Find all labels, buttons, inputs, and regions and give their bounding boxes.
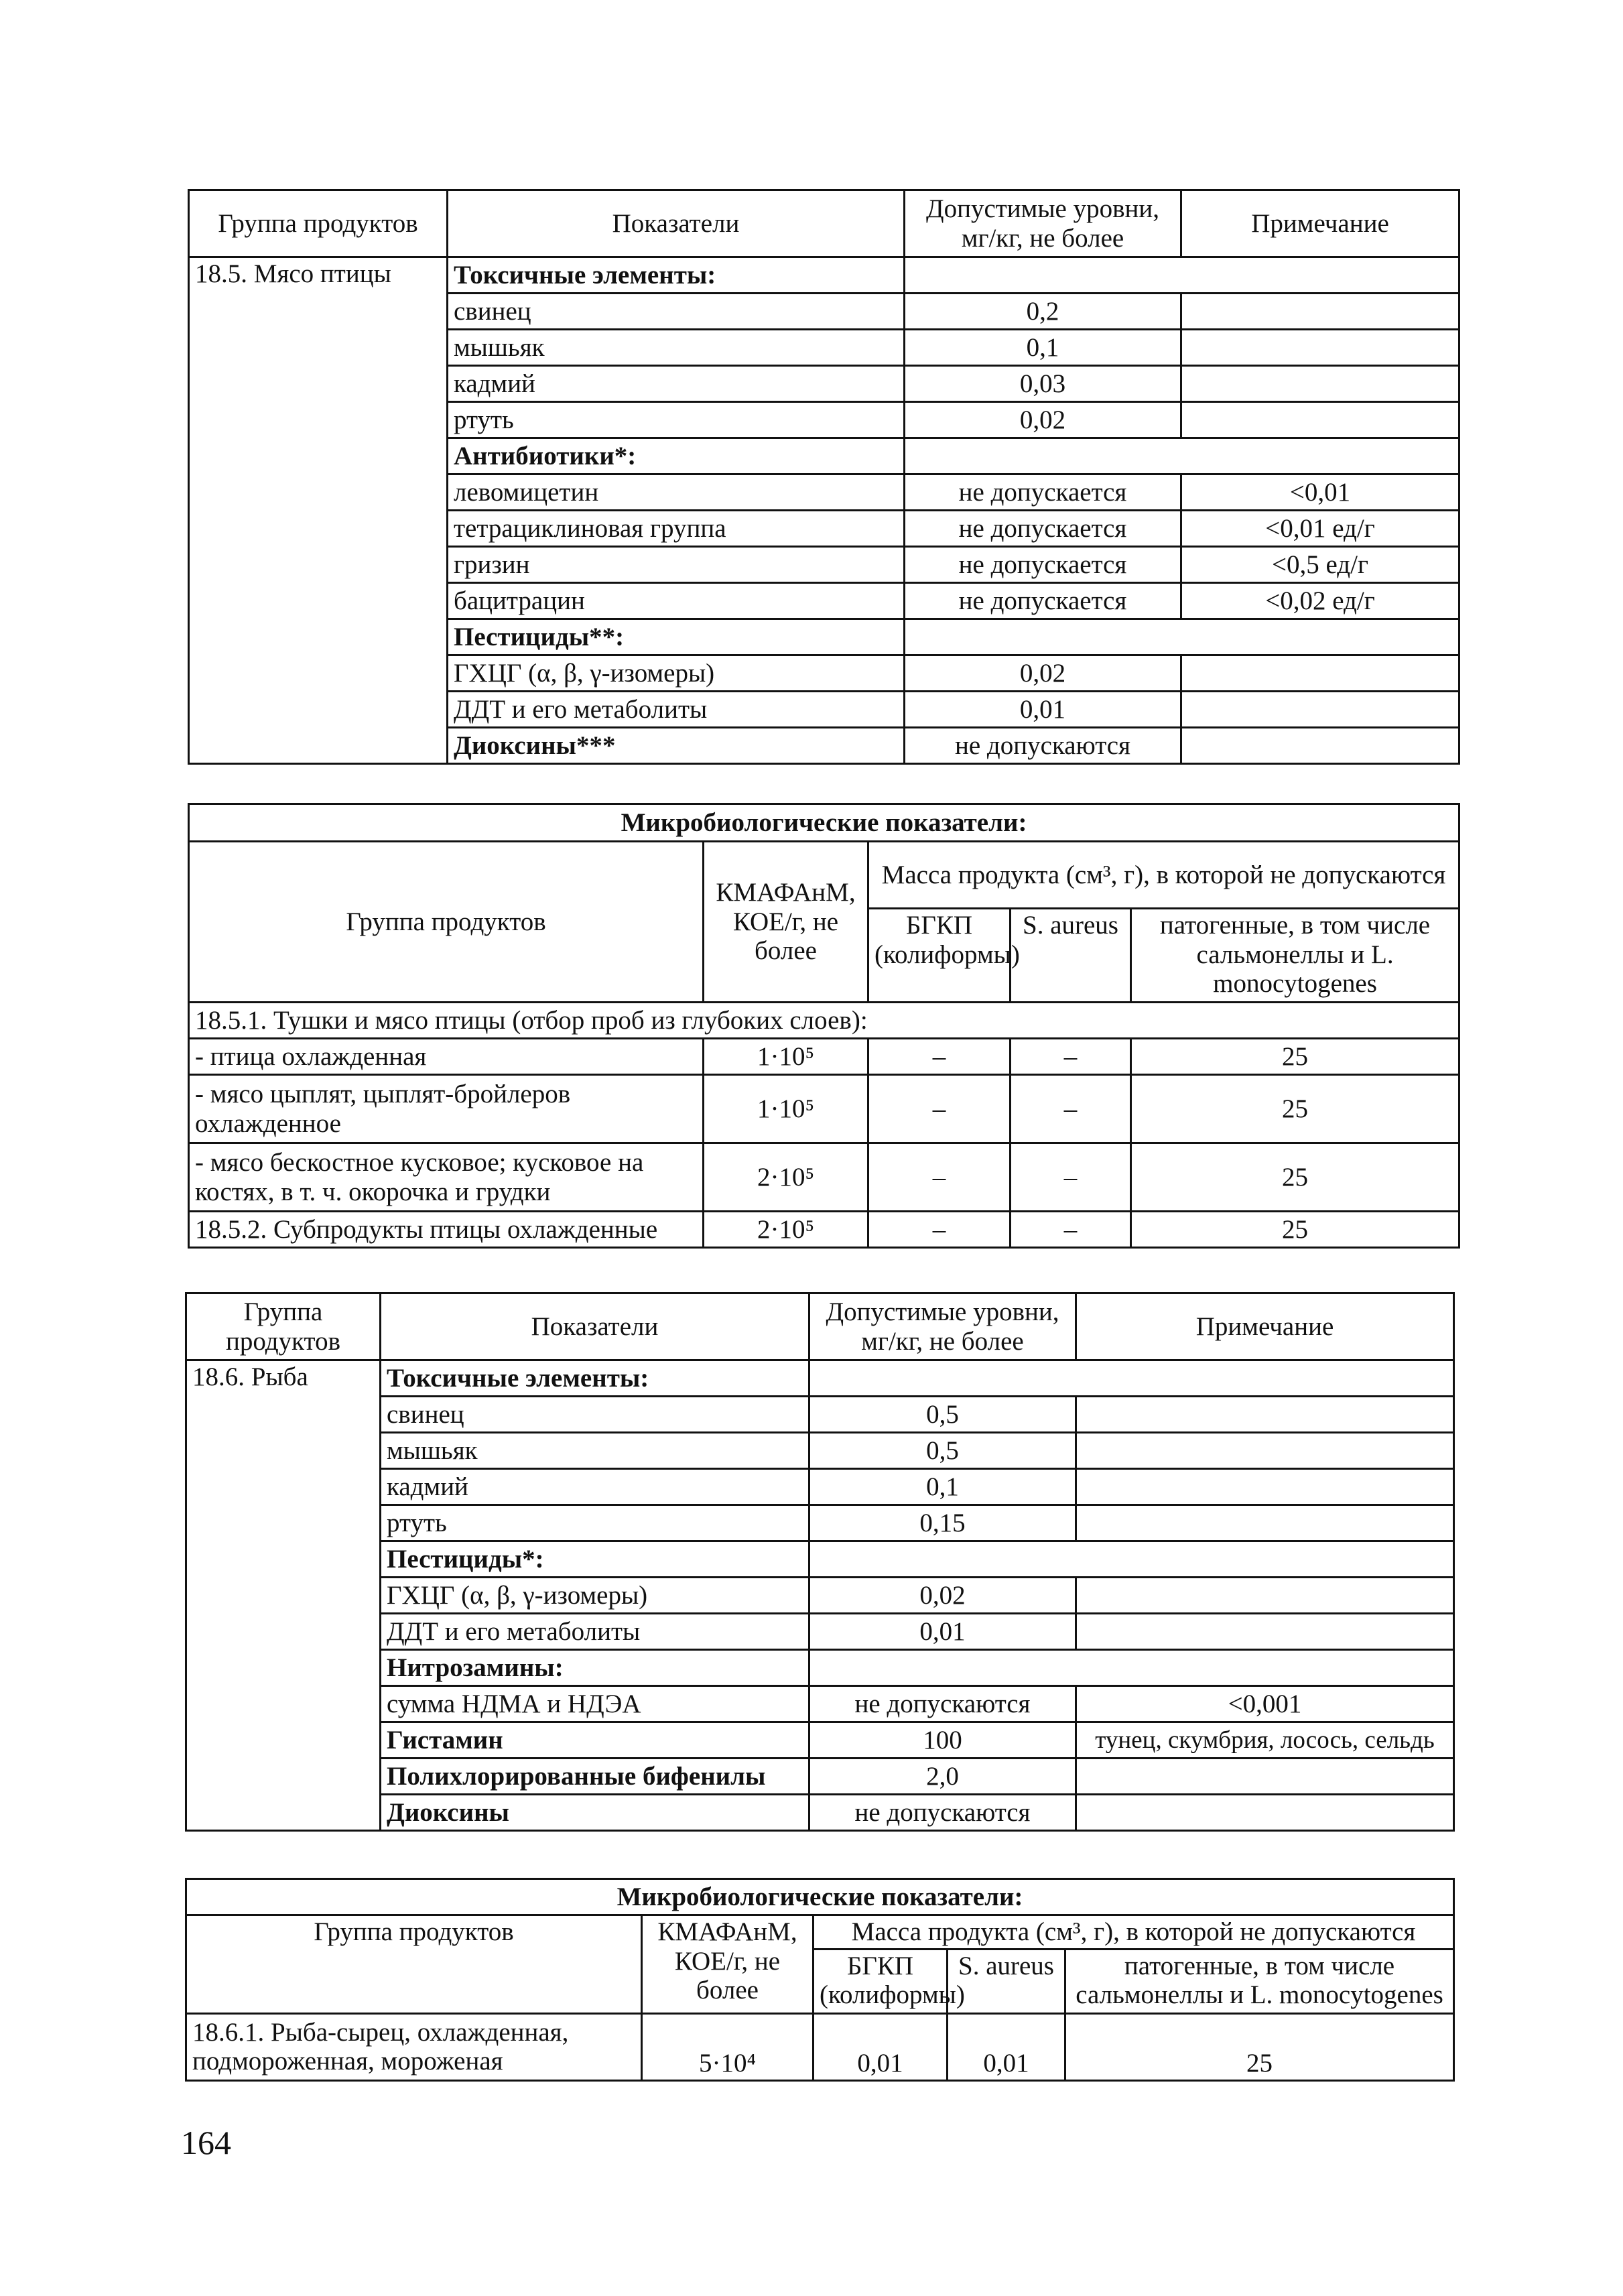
indicator-note: <0,01 ед/г <box>1181 511 1459 547</box>
table-fish-contaminants <box>185 1292 1455 1832</box>
product-name: - мясо цыплят, цыплят-бройлеров охлажденное <box>189 1075 704 1143</box>
pathogens-value: 25 <box>1065 2013 1454 2080</box>
product-name: - птица охлажденная <box>189 1039 704 1075</box>
indicator-note <box>1076 1578 1454 1614</box>
indicator-value: не допускаются <box>809 1795 1076 1831</box>
section-value <box>809 1360 1454 1397</box>
saureus-value: – <box>1011 1075 1131 1143</box>
header-kmafanm: КМАФАнМ, КОЕ/г, не более <box>704 842 868 1003</box>
section-value <box>905 438 1459 474</box>
header-saureus: S. aureus <box>1011 909 1131 1003</box>
pathogens-value: 25 <box>1131 1039 1459 1075</box>
micro-title: Микробиологические показатели: <box>186 1879 1454 1915</box>
table-poultry-microbiology <box>188 803 1460 1249</box>
indicator-value: 0,03 <box>905 366 1181 402</box>
header-mass: Масса продукта (см³, г), в которой не допускаются <box>868 842 1459 909</box>
indicator-note <box>1181 402 1459 438</box>
indicator-name: Полихлорированные бифенилы <box>381 1759 809 1795</box>
indicator-note: <0,02 ед/г <box>1181 583 1459 619</box>
indicator-value: не допускается <box>905 547 1181 583</box>
indicator-name: мышьяк <box>448 330 905 366</box>
indicator-value: не допускается <box>905 511 1181 547</box>
header-bgkp: БГКП (колиформы) <box>868 909 1011 1003</box>
section-label: Пестициды**: <box>448 619 905 655</box>
indicator-value: не допускаются <box>905 728 1181 764</box>
indicator-value: 0,01 <box>905 692 1181 728</box>
indicator-note <box>1181 330 1459 366</box>
indicator-value: не допускаются <box>809 1686 1076 1722</box>
section-value <box>905 619 1459 655</box>
header-indicators: Показатели <box>448 190 905 257</box>
header-group: Группа продуктов <box>186 1915 642 2014</box>
saureus-value: – <box>1011 1143 1131 1212</box>
section-value <box>905 257 1459 294</box>
indicator-note <box>1181 692 1459 728</box>
table-poultry-contaminants <box>188 189 1460 765</box>
indicator-value: 0,02 <box>809 1578 1076 1614</box>
indicator-value: 0,02 <box>905 655 1181 692</box>
indicator-value: 0,1 <box>809 1469 1076 1505</box>
header-kmafanm: КМАФАнМ, КОЕ/г, не более <box>642 1915 814 2014</box>
indicator-note: <0,001 <box>1076 1686 1454 1722</box>
indicator-note <box>1076 1759 1454 1795</box>
indicator-note <box>1076 1397 1454 1433</box>
indicator-value: не допускается <box>905 474 1181 511</box>
indicator-value: 0,5 <box>809 1397 1076 1433</box>
header-levels: Допустимые уровни, мг/кг, не более <box>809 1293 1076 1360</box>
kmafanm-value: 1·10⁵ <box>704 1075 868 1143</box>
header-levels: Допустимые уровни, мг/кг, не более <box>905 190 1181 257</box>
indicator-name: ДДТ и его метаболиты <box>448 692 905 728</box>
indicator-note <box>1181 294 1459 330</box>
indicator-value: 0,5 <box>809 1433 1076 1469</box>
section-label: 18.5.1. Тушки и мясо птицы (отбор проб из глубоких слоев): <box>189 1003 1459 1039</box>
header-note: Примечание <box>1181 190 1459 257</box>
indicator-name: гризин <box>448 547 905 583</box>
indicator-name: бацитрацин <box>448 583 905 619</box>
section-label: Пестициды*: <box>381 1541 809 1578</box>
header-group: Группа продуктов <box>189 842 704 1003</box>
indicator-note <box>1181 655 1459 692</box>
indicator-name: ДДТ и его метаболиты <box>381 1614 809 1650</box>
indicator-name: тетрациклиновая группа <box>448 511 905 547</box>
indicator-name: свинец <box>381 1397 809 1433</box>
page-number: 164 <box>181 2124 231 2161</box>
section-value <box>809 1541 1454 1578</box>
group-cell: 18.6. Рыба <box>186 1360 381 1831</box>
indicator-name: сумма НДМА и НДЭА <box>381 1686 809 1722</box>
indicator-name: левомицетин <box>448 474 905 511</box>
micro-title: Микробиологические показатели: <box>189 804 1459 842</box>
bgkp-value: – <box>868 1075 1011 1143</box>
product-name: 18.6.1. Рыба-сырец, охлажденная, подмороженная, мороженая <box>186 2013 642 2080</box>
header-group: Группа продуктов <box>189 190 448 257</box>
pathogens-value: 25 <box>1131 1075 1459 1143</box>
table-fish-microbiology <box>185 1878 1455 2082</box>
bgkp-value: – <box>868 1143 1011 1212</box>
group-cell: 18.5. Мясо птицы <box>189 257 448 764</box>
indicator-value: не допускается <box>905 583 1181 619</box>
indicator-value: 0,2 <box>905 294 1181 330</box>
indicator-value: 100 <box>809 1722 1076 1759</box>
indicator-name: ртуть <box>448 402 905 438</box>
header-indicators: Показатели <box>381 1293 809 1360</box>
pathogens-value: 25 <box>1131 1143 1459 1212</box>
product-name: 18.5.2. Субпродукты птицы охлажденные <box>189 1212 704 1248</box>
indicator-note <box>1076 1433 1454 1469</box>
section-label: Антибиотики*: <box>448 438 905 474</box>
kmafanm-value: 2·10⁵ <box>704 1143 868 1212</box>
kmafanm-value: 2·10⁵ <box>704 1212 868 1248</box>
indicator-name: кадмий <box>381 1469 809 1505</box>
header-saureus: S. aureus <box>948 1949 1065 2013</box>
indicator-name: ртуть <box>381 1505 809 1541</box>
indicator-note <box>1076 1795 1454 1831</box>
indicator-note: <0,5 ед/г <box>1181 547 1459 583</box>
section-label: Токсичные элементы: <box>448 257 905 294</box>
section-label: Токсичные элементы: <box>381 1360 809 1397</box>
header-bgkp: БГКП (колиформы) <box>814 1949 948 2013</box>
indicator-name: свинец <box>448 294 905 330</box>
indicator-note <box>1181 366 1459 402</box>
indicator-name: мышьяк <box>381 1433 809 1469</box>
indicator-value: 0,01 <box>809 1614 1076 1650</box>
indicator-name: ГХЦГ (α, β, γ-изомеры) <box>448 655 905 692</box>
kmafanm-value: 1·10⁵ <box>704 1039 868 1075</box>
indicator-note <box>1076 1469 1454 1505</box>
indicator-name: Диоксины*** <box>448 728 905 764</box>
section-value <box>809 1650 1454 1686</box>
indicator-note <box>1181 728 1459 764</box>
header-note: Примечание <box>1076 1293 1454 1360</box>
indicator-value: 2,0 <box>809 1759 1076 1795</box>
saureus-value: 0,01 <box>948 2013 1065 2080</box>
indicator-note <box>1076 1614 1454 1650</box>
indicator-note: тунец, скумбрия, лосось, сельдь <box>1076 1722 1454 1759</box>
header-group: Группа продуктов <box>186 1293 381 1360</box>
indicator-value: 0,15 <box>809 1505 1076 1541</box>
kmafanm-value: 5·10⁴ <box>642 2013 814 2080</box>
indicator-name: кадмий <box>448 366 905 402</box>
bgkp-value: – <box>868 1039 1011 1075</box>
header-pathogens: патогенные, в том числе сальмонеллы и L. monocytogenes <box>1131 909 1459 1003</box>
saureus-value: – <box>1011 1039 1131 1075</box>
indicator-note <box>1076 1505 1454 1541</box>
section-label: Нитрозамины: <box>381 1650 809 1686</box>
bgkp-value: 0,01 <box>814 2013 948 2080</box>
saureus-value: – <box>1011 1212 1131 1248</box>
indicator-name: Гистамин <box>381 1722 809 1759</box>
indicator-name: ГХЦГ (α, β, γ-изомеры) <box>381 1578 809 1614</box>
indicator-value: 0,1 <box>905 330 1181 366</box>
indicator-name: Диоксины <box>381 1795 809 1831</box>
header-pathogens: патогенные, в том числе сальмонеллы и L. monocytogenes <box>1065 1949 1454 2013</box>
pathogens-value: 25 <box>1131 1212 1459 1248</box>
header-mass: Масса продукта (см³, г), в которой не допускаются <box>814 1915 1454 1950</box>
bgkp-value: – <box>868 1212 1011 1248</box>
indicator-note: <0,01 <box>1181 474 1459 511</box>
indicator-value: 0,02 <box>905 402 1181 438</box>
product-name: - мясо бескостное кусковое; кусковое на костях, в т. ч. окорочка и грудки <box>189 1143 704 1212</box>
